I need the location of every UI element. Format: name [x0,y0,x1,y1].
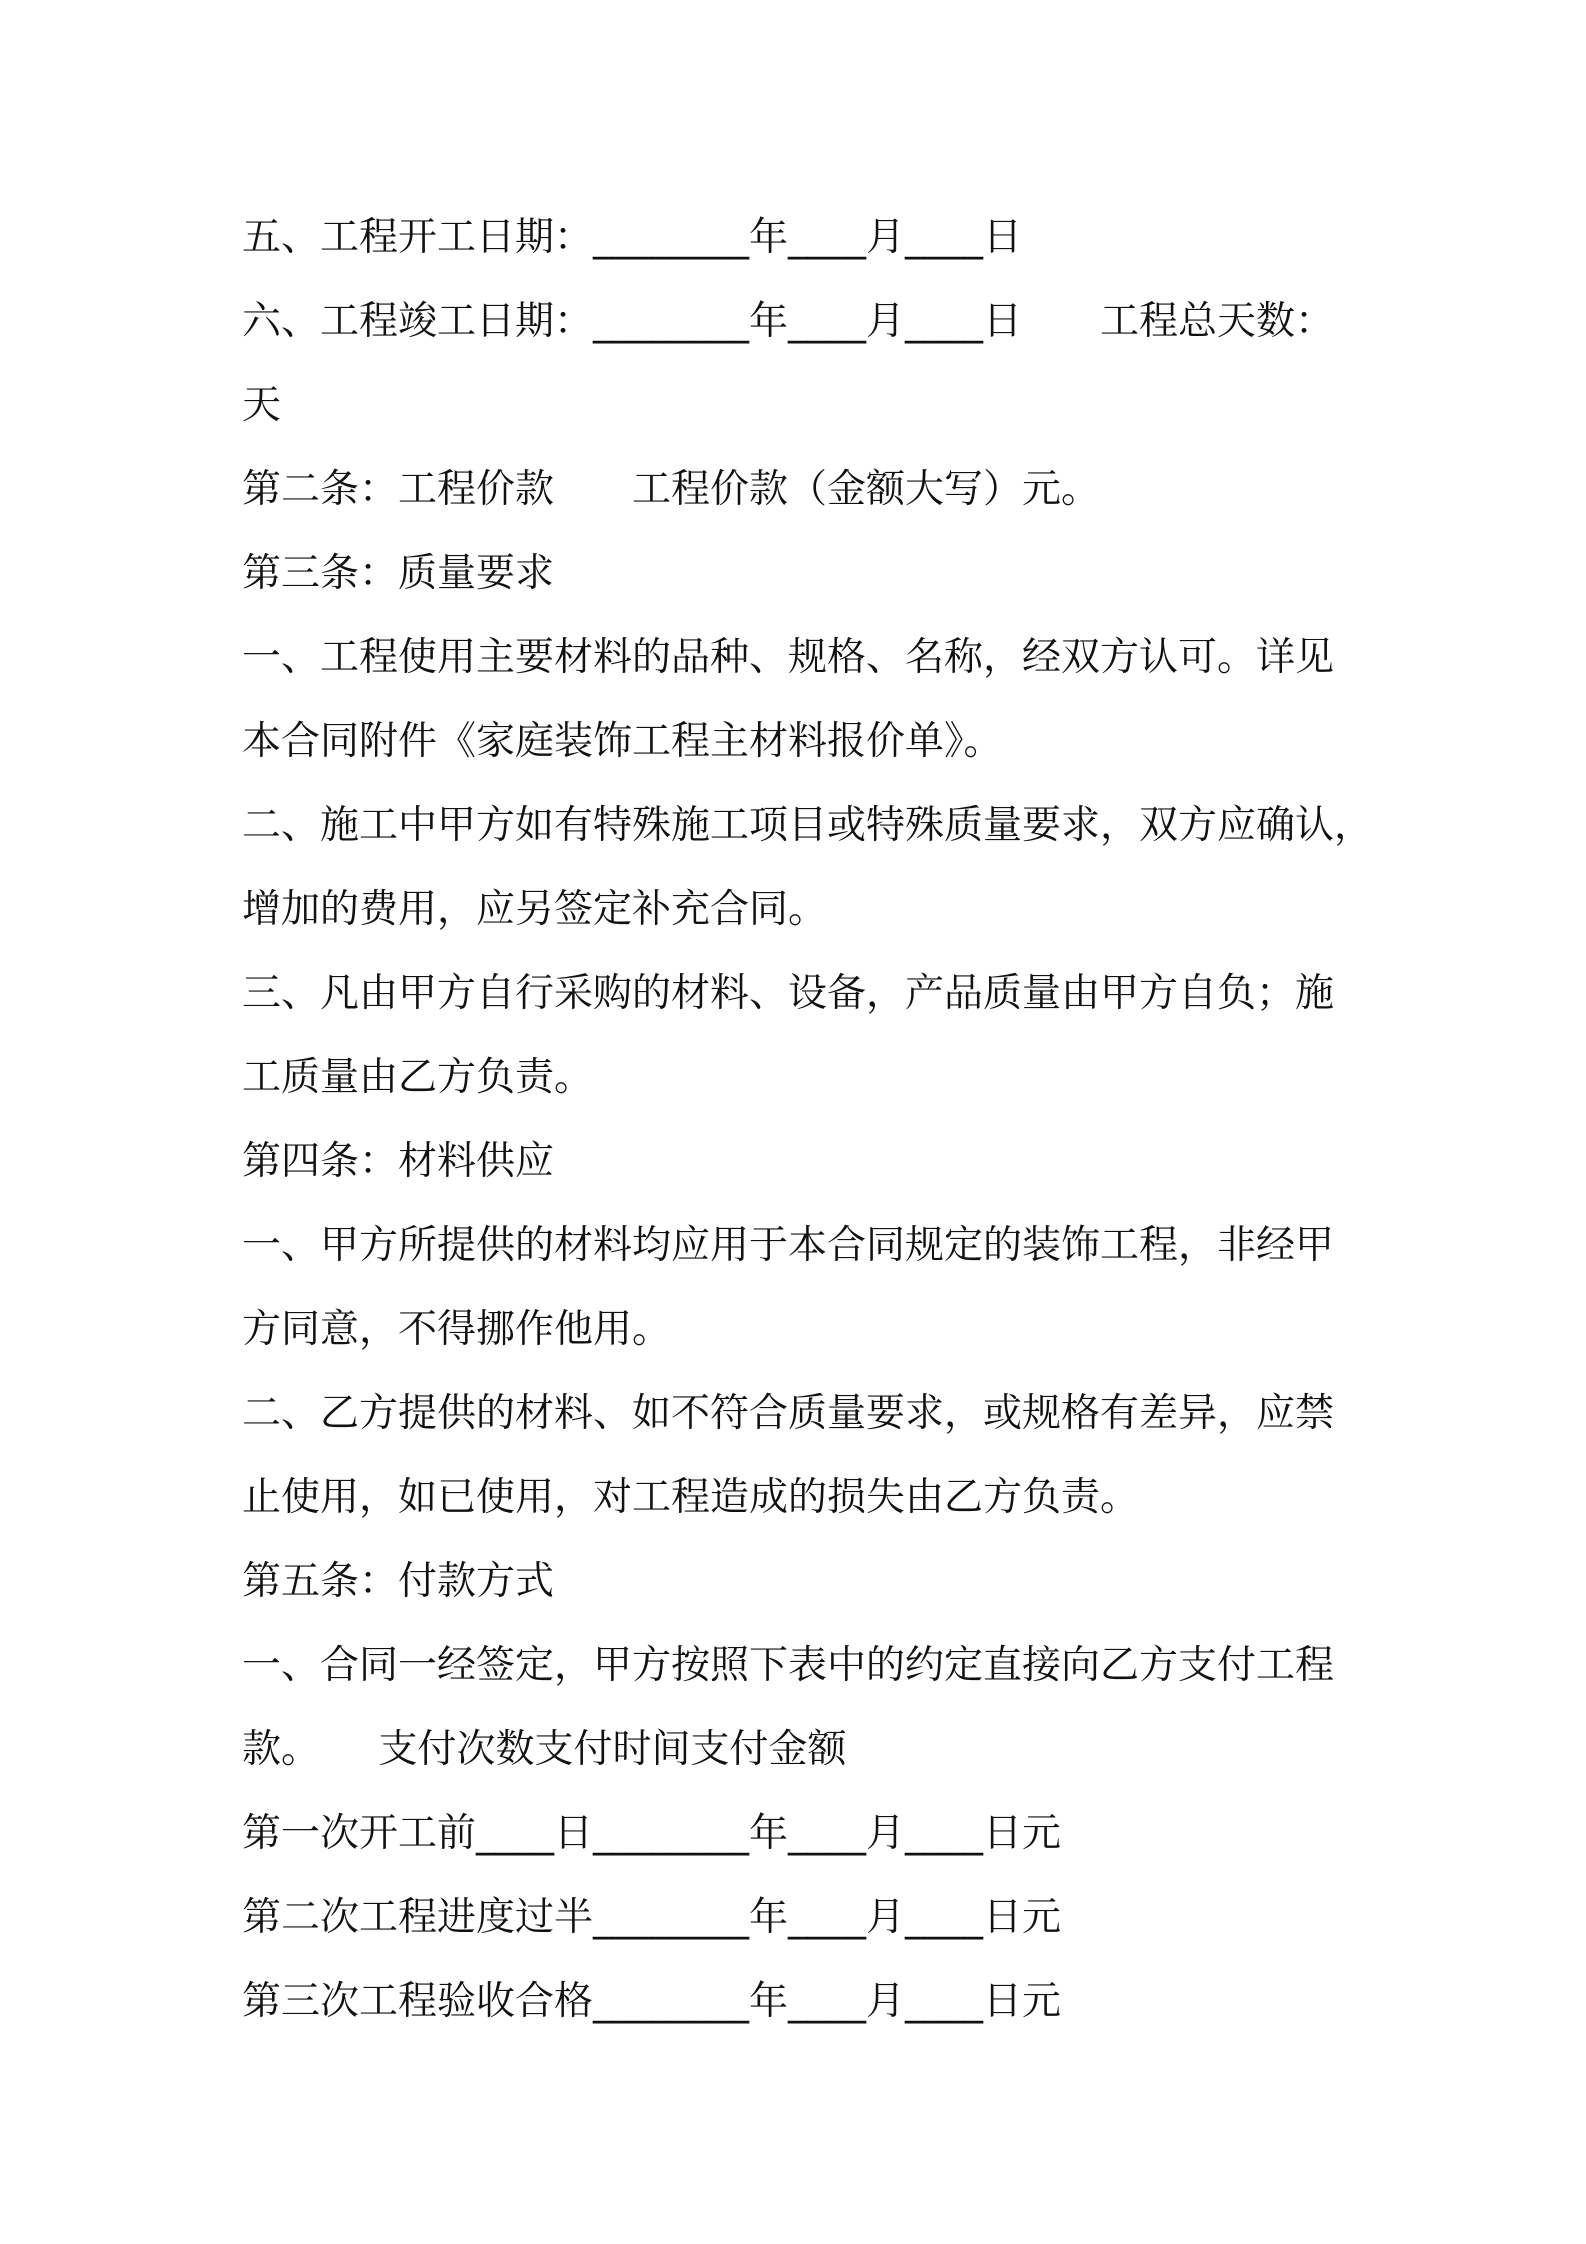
article-3-item-1-line-1: 一、工程使用主要材料的品种、规格、名称，经双方认可。详见 [242,635,1335,680]
article-3-heading: 第三条：质量要求 [242,551,555,596]
payment-second-installment: 第二次工程进度过半________年____月____日元 [242,1895,1062,1940]
clause-total-days-unit: 天 [242,383,282,428]
article-2-heading: 第二条：工程价款 工程价款（金额大写）元。 [242,467,1101,512]
payment-first-installment: 第一次开工前____日________年____月____日元 [242,1811,1062,1856]
article-4-item-2-line-1: 二、乙方提供的材料、如不符合质量要求，或规格有差异，应禁 [242,1391,1335,1436]
clause-start-date: 五、工程开工日期：________年____月____日 [242,215,1023,260]
article-5-item-1-line-1: 一、合同一经签定，甲方按照下表中的约定直接向乙方支付工程 [242,1643,1335,1688]
article-3-item-3-line-2: 工质量由乙方负责。 [242,1055,594,1100]
article-3-item-3-line-1: 三、凡由甲方自行采购的材料、设备，产品质量由甲方自负；施 [242,971,1335,1016]
article-3-item-1-line-2: 本合同附件《家庭装饰工程主材料报价单》。 [242,719,1003,764]
article-4-item-1-line-2: 方同意，不得挪作他用。 [242,1307,672,1352]
article-5-heading: 第五条：付款方式 [242,1559,555,1604]
clause-completion-date: 六、工程竣工日期：________年____月____日 工程总天数： [242,299,1335,344]
payment-third-installment: 第三次工程验收合格________年____月____日元 [242,1979,1062,2024]
article-4-item-1-line-1: 一、甲方所提供的材料均应用于本合同规定的装饰工程，非经甲 [242,1223,1335,1268]
document-body [242,196,1374,2044]
article-3-item-2-line-2: 增加的费用，应另签定补充合同。 [242,887,828,932]
article-3-item-2-line-1: 二、施工中甲方如有特殊施工项目或特殊质量要求，双方应确认， [242,803,1374,848]
article-4-heading: 第四条：材料供应 [242,1139,555,1184]
article-5-item-1-line-2: 款。 支付次数支付时间支付金额 [242,1727,847,1772]
article-4-item-2-line-2: 止使用，如已使用，对工程造成的损失由乙方负责。 [242,1475,1140,1520]
